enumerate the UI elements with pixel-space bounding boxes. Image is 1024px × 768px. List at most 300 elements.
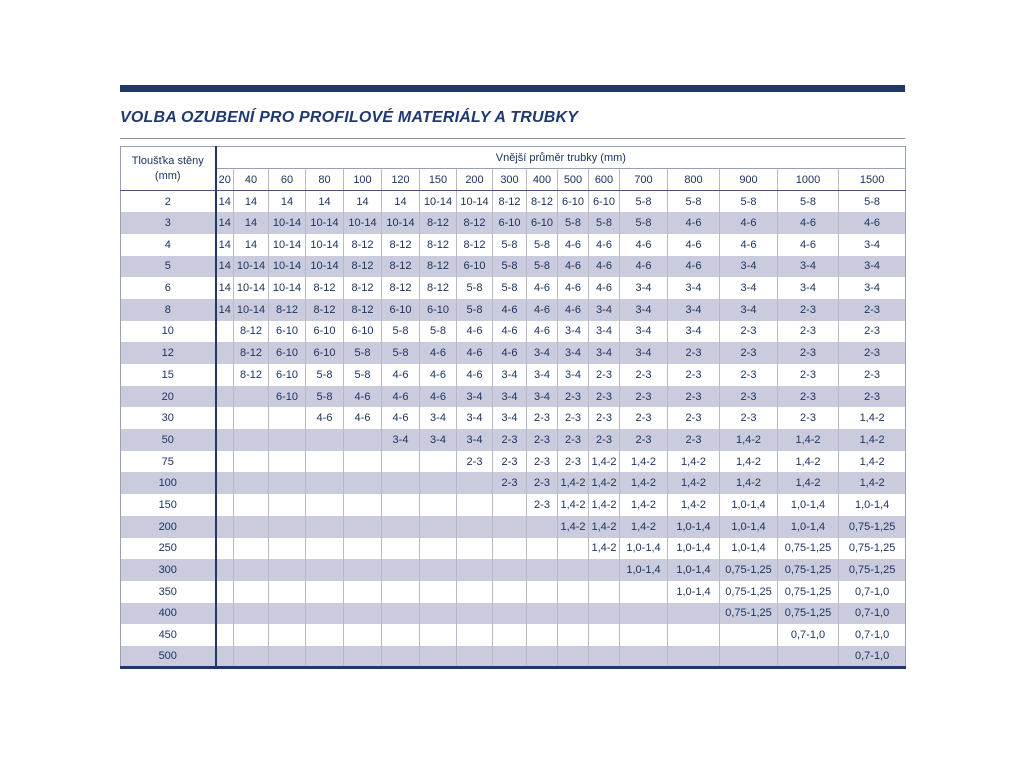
tooth-pitch-cell bbox=[620, 624, 668, 646]
tooth-pitch-cell: 4-6 bbox=[668, 256, 720, 278]
tooth-pitch-cell: 10-14 bbox=[382, 212, 420, 234]
tooth-pitch-cell bbox=[234, 624, 269, 646]
tooth-pitch-cell: 2-3 bbox=[778, 342, 839, 364]
tooth-pitch-cell bbox=[344, 538, 382, 560]
wall-thickness-cell: 10 bbox=[121, 321, 216, 343]
tooth-pitch-cell: 14 bbox=[344, 191, 382, 213]
tooth-pitch-cell: 2-3 bbox=[720, 321, 778, 343]
tooth-pitch-cell bbox=[457, 603, 493, 625]
tooth-pitch-cell: 2-3 bbox=[668, 386, 720, 408]
tooth-pitch-cell: 1,4-2 bbox=[620, 472, 668, 494]
tooth-pitch-cell: 2-3 bbox=[558, 407, 589, 429]
tooth-pitch-cell bbox=[420, 451, 457, 473]
tooth-pitch-cell: 2-3 bbox=[493, 472, 527, 494]
tooth-pitch-cell: 3-4 bbox=[720, 256, 778, 278]
tooth-pitch-cell: 1,4-2 bbox=[839, 451, 906, 473]
tooth-pitch-cell: 8-12 bbox=[527, 191, 558, 213]
tooth-pitch-cell bbox=[589, 559, 620, 581]
tooth-pitch-cell: 3-4 bbox=[558, 364, 589, 386]
tooth-pitch-cell: 8-12 bbox=[382, 256, 420, 278]
tooth-pitch-cell: 4-6 bbox=[457, 342, 493, 364]
tooth-pitch-cell bbox=[493, 581, 527, 603]
wall-thickness-header-line2: (mm) bbox=[154, 169, 181, 182]
tooth-pitch-cell: 4-6 bbox=[382, 407, 420, 429]
tooth-pitch-cell bbox=[493, 603, 527, 625]
tooth-pitch-cell bbox=[269, 581, 306, 603]
diameter-column-header: 120 bbox=[382, 169, 420, 191]
tooth-pitch-cell: 2-3 bbox=[620, 429, 668, 451]
tooth-pitch-cell bbox=[269, 429, 306, 451]
tooth-pitch-cell bbox=[216, 624, 234, 646]
tooth-pitch-cell: 5-8 bbox=[589, 212, 620, 234]
tooth-pitch-cell: 2-3 bbox=[668, 364, 720, 386]
tooth-pitch-cell bbox=[269, 494, 306, 516]
tooth-pitch-cell: 10-14 bbox=[234, 277, 269, 299]
tooth-pitch-cell bbox=[527, 646, 558, 668]
tooth-pitch-cell: 14 bbox=[382, 191, 420, 213]
tooth-pitch-cell bbox=[382, 603, 420, 625]
table-row bbox=[121, 299, 906, 321]
tooth-pitch-cell: 2-3 bbox=[778, 364, 839, 386]
tooth-pitch-cell: 3-4 bbox=[778, 256, 839, 278]
tooth-pitch-cell bbox=[216, 321, 234, 343]
tooth-pitch-cell: 0,75-1,25 bbox=[778, 603, 839, 625]
tooth-pitch-cell: 2-3 bbox=[527, 494, 558, 516]
tooth-pitch-cell: 1,4-2 bbox=[720, 429, 778, 451]
tooth-pitch-cell bbox=[344, 451, 382, 473]
tooth-pitch-cell bbox=[216, 559, 234, 581]
tooth-pitch-cell bbox=[344, 516, 382, 538]
tooth-pitch-cell bbox=[527, 624, 558, 646]
tooth-pitch-cell bbox=[344, 429, 382, 451]
tooth-pitch-cell: 1,4-2 bbox=[620, 451, 668, 473]
tooth-pitch-cell bbox=[216, 516, 234, 538]
tooth-pitch-cell: 8-12 bbox=[344, 256, 382, 278]
tooth-pitch-cell: 4-6 bbox=[306, 407, 344, 429]
tooth-pitch-cell: 8-12 bbox=[306, 277, 344, 299]
tooth-pitch-cell bbox=[589, 581, 620, 603]
tooth-pitch-cell bbox=[234, 451, 269, 473]
tooth-pitch-cell bbox=[720, 646, 778, 668]
tooth-pitch-cell: 4-6 bbox=[558, 277, 589, 299]
tooth-pitch-cell: 5-8 bbox=[457, 277, 493, 299]
tooth-pitch-cell: 0,75-1,25 bbox=[839, 559, 906, 581]
tooth-pitch-cell: 0,7-1,0 bbox=[839, 581, 906, 603]
tooth-pitch-cell bbox=[344, 559, 382, 581]
table-row bbox=[121, 516, 906, 538]
tooth-pitch-cell: 2-3 bbox=[839, 342, 906, 364]
tooth-pitch-cell: 6-10 bbox=[558, 191, 589, 213]
tooth-pitch-cell: 4-6 bbox=[527, 299, 558, 321]
tooth-pitch-cell bbox=[589, 624, 620, 646]
tooth-pitch-cell bbox=[558, 581, 589, 603]
tooth-pitch-cell: 5-8 bbox=[558, 212, 589, 234]
tooth-pitch-cell: 2-3 bbox=[839, 386, 906, 408]
tooth-pitch-cell: 2-3 bbox=[527, 429, 558, 451]
tooth-pitch-cell bbox=[527, 538, 558, 560]
tooth-pitch-cell: 5-8 bbox=[493, 234, 527, 256]
tooth-pitch-cell: 1,4-2 bbox=[558, 472, 589, 494]
tooth-pitch-cell: 4-6 bbox=[589, 256, 620, 278]
tooth-pitch-cell: 1,4-2 bbox=[558, 494, 589, 516]
wall-thickness-cell: 250 bbox=[121, 538, 216, 560]
tooth-pitch-cell bbox=[216, 538, 234, 560]
tooth-pitch-cell: 0,75-1,25 bbox=[720, 559, 778, 581]
tooth-pitch-cell: 2-3 bbox=[778, 407, 839, 429]
tooth-pitch-cell: 3-4 bbox=[527, 342, 558, 364]
wall-thickness-cell: 5 bbox=[121, 256, 216, 278]
tooth-pitch-cell: 3-4 bbox=[558, 321, 589, 343]
tooth-pitch-cell: 1,4-2 bbox=[620, 494, 668, 516]
wall-thickness-header-line1: Tloušťka stěny bbox=[131, 154, 204, 167]
tooth-pitch-cell bbox=[234, 494, 269, 516]
tooth-pitch-cell: 1,0-1,4 bbox=[668, 581, 720, 603]
wall-thickness-cell: 2 bbox=[121, 191, 216, 213]
wall-thickness-cell: 4 bbox=[121, 234, 216, 256]
tooth-pitch-cell: 1,0-1,4 bbox=[778, 494, 839, 516]
tooth-pitch-cell: 4-6 bbox=[527, 321, 558, 343]
tooth-pitch-cell: 8-12 bbox=[382, 234, 420, 256]
tooth-pitch-cell: 2-3 bbox=[839, 364, 906, 386]
tooth-pitch-cell: 2-3 bbox=[839, 321, 906, 343]
tooth-pitch-cell bbox=[234, 429, 269, 451]
tooth-pitch-cell bbox=[234, 407, 269, 429]
tooth-pitch-cell: 6-10 bbox=[420, 299, 457, 321]
tooth-pitch-cell: 1,0-1,4 bbox=[668, 516, 720, 538]
wall-thickness-cell: 150 bbox=[121, 494, 216, 516]
tooth-pitch-cell: 3-4 bbox=[668, 299, 720, 321]
tooth-pitch-cell: 10-14 bbox=[306, 234, 344, 256]
tooth-pitch-cell: 3-4 bbox=[589, 342, 620, 364]
tooth-pitch-cell: 3-4 bbox=[382, 429, 420, 451]
tooth-pitch-cell bbox=[306, 624, 344, 646]
tooth-pitch-cell: 4-6 bbox=[778, 212, 839, 234]
wall-thickness-cell: 450 bbox=[121, 624, 216, 646]
tooth-pitch-cell bbox=[457, 559, 493, 581]
table-row bbox=[121, 234, 906, 256]
tooth-pitch-cell: 4-6 bbox=[457, 321, 493, 343]
diameter-column-header: 80 bbox=[306, 169, 344, 191]
table-row bbox=[121, 559, 906, 581]
tooth-pitch-cell: 6-10 bbox=[457, 256, 493, 278]
tooth-pitch-cell: 3-4 bbox=[839, 256, 906, 278]
tooth-pitch-cell: 5-8 bbox=[344, 342, 382, 364]
tooth-pitch-cell bbox=[269, 407, 306, 429]
tooth-pitch-cell: 4-6 bbox=[720, 234, 778, 256]
tooth-pitch-cell: 4-6 bbox=[620, 234, 668, 256]
tooth-pitch-cell: 4-6 bbox=[668, 234, 720, 256]
wall-thickness-cell: 400 bbox=[121, 603, 216, 625]
tooth-pitch-cell: 3-4 bbox=[493, 386, 527, 408]
tooth-pitch-cell: 2-3 bbox=[839, 299, 906, 321]
tooth-pitch-cell: 10-14 bbox=[234, 299, 269, 321]
diameter-column-header: 300 bbox=[493, 169, 527, 191]
tooth-pitch-cell: 3-4 bbox=[457, 407, 493, 429]
wall-thickness-cell: 500 bbox=[121, 646, 216, 668]
tooth-pitch-cell: 1,4-2 bbox=[589, 538, 620, 560]
tooth-pitch-cell: 4-6 bbox=[493, 299, 527, 321]
tooth-pitch-cell: 3-4 bbox=[457, 386, 493, 408]
tooth-pitch-cell bbox=[306, 646, 344, 668]
diameter-column-header: 500 bbox=[558, 169, 589, 191]
tooth-pitch-cell bbox=[306, 559, 344, 581]
tooth-pitch-cell: 8-12 bbox=[344, 234, 382, 256]
tooth-pitch-cell: 2-3 bbox=[493, 451, 527, 473]
tooth-pitch-cell bbox=[720, 624, 778, 646]
tooth-pitch-cell: 5-8 bbox=[620, 212, 668, 234]
content-area bbox=[120, 85, 905, 669]
tooth-pitch-cell: 2-3 bbox=[493, 429, 527, 451]
outer-diameter-header: Vnější průměr trubky (mm) bbox=[216, 147, 906, 169]
tooth-pitch-cell bbox=[216, 407, 234, 429]
tooth-pitch-cell bbox=[620, 603, 668, 625]
tooth-pitch-cell bbox=[558, 624, 589, 646]
tooth-pitch-cell: 1,0-1,4 bbox=[720, 516, 778, 538]
tooth-pitch-cell: 1,4-2 bbox=[778, 451, 839, 473]
tooth-pitch-cell: 4-6 bbox=[493, 342, 527, 364]
tooth-pitch-cell: 4-6 bbox=[558, 299, 589, 321]
table-row bbox=[121, 451, 906, 473]
tooth-pitch-cell: 10-14 bbox=[306, 256, 344, 278]
tooth-pitch-cell: 6-10 bbox=[527, 212, 558, 234]
table-row bbox=[121, 191, 906, 213]
tooth-pitch-cell bbox=[269, 603, 306, 625]
tooth-pitch-cell: 4-6 bbox=[839, 212, 906, 234]
tooth-pitch-cell bbox=[216, 494, 234, 516]
tooth-pitch-cell: 0,7-1,0 bbox=[839, 646, 906, 668]
tooth-pitch-cell: 1,4-2 bbox=[589, 516, 620, 538]
tooth-pitch-cell: 0,75-1,25 bbox=[839, 516, 906, 538]
tooth-pitch-cell bbox=[558, 559, 589, 581]
tooth-pitch-cell bbox=[344, 603, 382, 625]
tooth-pitch-cell bbox=[558, 538, 589, 560]
tooth-pitch-cell: 1,4-2 bbox=[589, 451, 620, 473]
tooth-pitch-cell: 4-6 bbox=[620, 256, 668, 278]
table-row bbox=[121, 603, 906, 625]
tooth-pitch-cell: 3-4 bbox=[720, 299, 778, 321]
tooth-pitch-cell bbox=[668, 624, 720, 646]
tooth-pitch-cell: 2-3 bbox=[527, 472, 558, 494]
tooth-pitch-cell bbox=[306, 581, 344, 603]
tooth-pitch-cell bbox=[216, 603, 234, 625]
tooth-pitch-cell: 6-10 bbox=[306, 342, 344, 364]
wall-thickness-cell: 350 bbox=[121, 581, 216, 603]
diameter-column-header: 60 bbox=[269, 169, 306, 191]
tooth-pitch-cell bbox=[382, 451, 420, 473]
tooth-pitch-cell: 8-12 bbox=[420, 234, 457, 256]
tooth-pitch-cell: 8-12 bbox=[493, 191, 527, 213]
tooth-pitch-cell: 2-3 bbox=[778, 299, 839, 321]
tooth-pitch-cell: 3-4 bbox=[527, 364, 558, 386]
tooth-pitch-cell: 3-4 bbox=[589, 321, 620, 343]
tooth-pitch-cell: 2-3 bbox=[589, 407, 620, 429]
tooth-pitch-cell: 1,0-1,4 bbox=[839, 494, 906, 516]
tooth-pitch-cell: 3-4 bbox=[668, 277, 720, 299]
tooth-pitch-cell: 1,4-2 bbox=[839, 429, 906, 451]
tooth-pitch-cell bbox=[382, 538, 420, 560]
tooth-pitch-cell: 8-12 bbox=[234, 321, 269, 343]
tooth-pitch-cell: 4-6 bbox=[420, 364, 457, 386]
table-row bbox=[121, 321, 906, 343]
tooth-pitch-cell: 14 bbox=[269, 191, 306, 213]
tooth-pitch-cell: 6-10 bbox=[269, 321, 306, 343]
tooth-pitch-cell: 14 bbox=[234, 212, 269, 234]
tooth-pitch-cell bbox=[620, 581, 668, 603]
tooth-pitch-cell: 2-3 bbox=[558, 429, 589, 451]
tooth-pitch-cell bbox=[269, 624, 306, 646]
tooth-pitch-cell bbox=[620, 646, 668, 668]
table-header bbox=[121, 147, 906, 191]
tooth-pitch-cell: 1,0-1,4 bbox=[668, 538, 720, 560]
tooth-pitch-cell: 1,4-2 bbox=[839, 472, 906, 494]
diameter-column-header: 40 bbox=[234, 169, 269, 191]
tooth-pitch-cell bbox=[216, 342, 234, 364]
tooth-pitch-cell bbox=[269, 451, 306, 473]
wall-thickness-cell: 50 bbox=[121, 429, 216, 451]
tooth-pitch-cell: 6-10 bbox=[269, 342, 306, 364]
tooth-pitch-cell: 2-3 bbox=[778, 386, 839, 408]
tooth-pitch-cell bbox=[589, 646, 620, 668]
tooth-pitch-cell bbox=[457, 538, 493, 560]
tooth-pitch-cell: 1,4-2 bbox=[668, 451, 720, 473]
tooth-pitch-cell bbox=[344, 624, 382, 646]
tooth-pitch-cell bbox=[269, 559, 306, 581]
tooth-pitch-cell bbox=[344, 581, 382, 603]
tooth-pitch-cell bbox=[420, 603, 457, 625]
tooth-pitch-cell: 6-10 bbox=[269, 386, 306, 408]
wall-thickness-cell: 20 bbox=[121, 386, 216, 408]
tooth-pitch-cell: 5-8 bbox=[720, 191, 778, 213]
tooth-pitch-cell: 3-4 bbox=[589, 299, 620, 321]
wall-thickness-cell: 6 bbox=[121, 277, 216, 299]
tooth-pitch-cell bbox=[527, 581, 558, 603]
tooth-pitch-cell: 2-3 bbox=[589, 429, 620, 451]
tooth-pitch-cell bbox=[269, 516, 306, 538]
tooth-pitch-cell bbox=[493, 559, 527, 581]
tooth-pitch-cell: 8-12 bbox=[420, 256, 457, 278]
tooth-pitch-cell bbox=[527, 516, 558, 538]
tooth-pitch-cell: 5-8 bbox=[778, 191, 839, 213]
tooth-pitch-cell bbox=[306, 494, 344, 516]
tooth-pitch-cell: 6-10 bbox=[269, 364, 306, 386]
tooth-pitch-cell: 1,4-2 bbox=[778, 472, 839, 494]
tooth-pitch-cell: 10-14 bbox=[269, 277, 306, 299]
tooth-pitch-cell bbox=[344, 494, 382, 516]
tooth-pitch-cell: 1,4-2 bbox=[720, 451, 778, 473]
tooth-pitch-cell bbox=[306, 516, 344, 538]
tooth-pitch-cell: 4-6 bbox=[589, 234, 620, 256]
diameter-column-header: 800 bbox=[668, 169, 720, 191]
tooth-pitch-cell: 5-8 bbox=[620, 191, 668, 213]
tooth-pitch-cell: 4-6 bbox=[589, 277, 620, 299]
tooth-pitch-cell: 0,75-1,25 bbox=[778, 559, 839, 581]
tooth-pitch-cell: 3-4 bbox=[493, 364, 527, 386]
tooth-pitch-cell bbox=[269, 538, 306, 560]
tooth-pitch-cell bbox=[382, 516, 420, 538]
wall-thickness-cell: 3 bbox=[121, 212, 216, 234]
diameter-column-header: 700 bbox=[620, 169, 668, 191]
tooth-pitch-cell: 3-4 bbox=[620, 342, 668, 364]
tooth-pitch-cell: 8-12 bbox=[306, 299, 344, 321]
tooth-pitch-cell bbox=[269, 646, 306, 668]
wall-thickness-cell: 75 bbox=[121, 451, 216, 473]
tooth-pitch-cell: 6-10 bbox=[589, 191, 620, 213]
tooth-pitch-cell: 5-8 bbox=[493, 256, 527, 278]
tooth-pitch-cell: 3-4 bbox=[620, 277, 668, 299]
tooth-pitch-cell: 5-8 bbox=[668, 191, 720, 213]
tooth-pitch-cell: 4-6 bbox=[382, 386, 420, 408]
tooth-pitch-cell: 10-14 bbox=[269, 256, 306, 278]
tooth-pitch-cell bbox=[493, 538, 527, 560]
header-row-top bbox=[121, 147, 906, 169]
tooth-pitch-cell: 1,0-1,4 bbox=[720, 494, 778, 516]
table-row bbox=[121, 494, 906, 516]
tooth-pitch-cell: 3-4 bbox=[839, 234, 906, 256]
tooth-pitch-cell bbox=[344, 646, 382, 668]
tooth-pitch-cell: 2-3 bbox=[720, 407, 778, 429]
tooth-pitch-cell: 0,7-1,0 bbox=[778, 624, 839, 646]
tooth-pitch-cell bbox=[306, 603, 344, 625]
table-row bbox=[121, 581, 906, 603]
tooth-pitch-cell: 3-4 bbox=[620, 299, 668, 321]
tooth-pitch-cell bbox=[306, 429, 344, 451]
tooth-pitch-cell: 14 bbox=[234, 191, 269, 213]
tooth-pitch-cell: 8-12 bbox=[457, 234, 493, 256]
tooth-pitch-cell: 14 bbox=[216, 234, 234, 256]
tooth-pitch-cell: 10-14 bbox=[269, 234, 306, 256]
tooth-pitch-cell: 4-6 bbox=[344, 407, 382, 429]
tooth-pitch-cell: 14 bbox=[234, 234, 269, 256]
tooth-pitch-cell: 8-12 bbox=[269, 299, 306, 321]
tooth-pitch-cell: 3-4 bbox=[527, 386, 558, 408]
tooth-pitch-cell: 2-3 bbox=[720, 364, 778, 386]
tooth-pitch-cell: 0,75-1,25 bbox=[778, 581, 839, 603]
diameter-column-header: 20 bbox=[216, 169, 234, 191]
tooth-pitch-cell: 8-12 bbox=[234, 342, 269, 364]
tooth-pitch-cell bbox=[778, 646, 839, 668]
tooth-pitch-cell: 0,75-1,25 bbox=[839, 538, 906, 560]
tooth-pitch-cell bbox=[216, 386, 234, 408]
tooth-pitch-cell: 4-6 bbox=[720, 212, 778, 234]
tooth-pitch-cell: 6-10 bbox=[306, 321, 344, 343]
tooth-pitch-cell bbox=[420, 646, 457, 668]
tooth-pitch-cell bbox=[234, 538, 269, 560]
tooth-pitch-cell: 8-12 bbox=[382, 277, 420, 299]
table-row bbox=[121, 386, 906, 408]
tooth-pitch-cell: 3-4 bbox=[668, 321, 720, 343]
tooth-pitch-cell: 3-4 bbox=[558, 342, 589, 364]
tooth-pitch-cell: 14 bbox=[216, 277, 234, 299]
tooth-pitch-cell: 2-3 bbox=[558, 386, 589, 408]
tooth-pitch-cell: 2-3 bbox=[720, 342, 778, 364]
tooth-pitch-cell: 4-6 bbox=[493, 321, 527, 343]
tooth-pitch-cell bbox=[457, 472, 493, 494]
tooth-pitch-cell bbox=[493, 624, 527, 646]
wall-thickness-cell: 8 bbox=[121, 299, 216, 321]
tooth-pitch-cell: 0,75-1,25 bbox=[778, 538, 839, 560]
tooth-pitch-cell: 3-4 bbox=[420, 429, 457, 451]
tooth-pitch-cell bbox=[457, 494, 493, 516]
tooth-pitch-cell bbox=[493, 516, 527, 538]
tooth-pitch-cell: 1,0-1,4 bbox=[778, 516, 839, 538]
table-row bbox=[121, 646, 906, 668]
tooth-pitch-cell: 1,4-2 bbox=[839, 407, 906, 429]
tooth-pitch-cell: 5-8 bbox=[493, 277, 527, 299]
tooth-pitch-cell bbox=[216, 364, 234, 386]
tooth-pitch-cell: 4-6 bbox=[668, 212, 720, 234]
tooth-pitch-cell: 0,7-1,0 bbox=[839, 603, 906, 625]
tooth-pitch-cell: 4-6 bbox=[527, 277, 558, 299]
